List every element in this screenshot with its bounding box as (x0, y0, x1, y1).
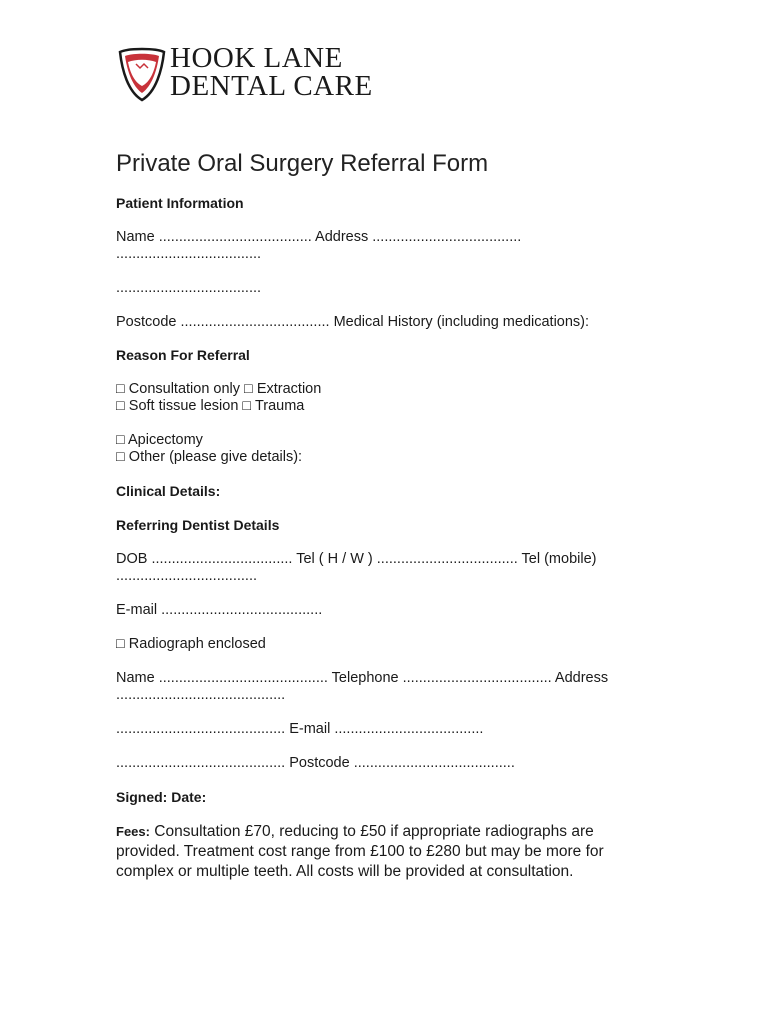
email-field[interactable]: E-mail ........................................ (116, 602, 323, 618)
referral-option-other[interactable]: □ Other (please give details): (116, 449, 303, 465)
mobile-cont-field[interactable]: ................................... (116, 568, 257, 584)
fees-paragraph (116, 822, 656, 882)
fees-label: Fees: (116, 824, 150, 839)
logo-line-2: DENTAL CARE (170, 70, 373, 102)
patient-info-heading: Patient Information (116, 195, 244, 211)
radiograph-checkbox[interactable]: □ Radiograph enclosed (116, 636, 266, 652)
tooth-logo-icon (118, 46, 166, 102)
dentist-name-field[interactable]: Name .......................................... Telephone ..................................... Address (116, 670, 609, 686)
patient-postcode-history-field[interactable]: Postcode ..................................... Medical History (including medications): (116, 314, 590, 330)
logo (118, 44, 408, 102)
reason-referral-heading: Reason For Referral (116, 347, 250, 363)
fees-text: Consultation £70, reducing to £50 if appropriate radiographs are provided. Treatment cost range from £100 to £280 but may be more for complex or multiple teeth. All costs will be provided at consultation. (116, 823, 604, 880)
signed-date-line: Signed: Date: (116, 789, 207, 805)
patient-address-cont-field[interactable]: .................................... (116, 246, 262, 262)
dentist-email-field[interactable]: .......................................... E-mail ..................................... (116, 721, 484, 737)
form-title: Private Oral Surgery Referral Form (116, 150, 489, 177)
dentist-address-cont-field[interactable]: .......................................... (116, 687, 286, 703)
referring-dentist-heading: Referring Dentist Details (116, 517, 280, 533)
logo-line-1: HOOK LANE (170, 42, 343, 74)
dentist-postcode-field[interactable]: .......................................... Postcode ........................................ (116, 755, 515, 771)
referral-option-soft-tissue-trauma[interactable]: □ Soft tissue lesion □ Trauma (116, 398, 305, 414)
patient-address-line2-field[interactable]: .................................... (116, 280, 262, 296)
logo-text (170, 44, 373, 100)
referral-option-apicectomy[interactable]: □ Apicectomy (116, 432, 203, 448)
referral-option-consultation-extraction[interactable]: □ Consultation only □ Extraction (116, 381, 322, 397)
dob-tel-field[interactable]: DOB ................................... Tel ( H / W ) ................................... Tel (mobile) (116, 551, 597, 567)
clinical-details-heading: Clinical Details: (116, 483, 221, 499)
patient-name-address-field[interactable]: Name ...................................... Address ..................................... (116, 229, 522, 245)
